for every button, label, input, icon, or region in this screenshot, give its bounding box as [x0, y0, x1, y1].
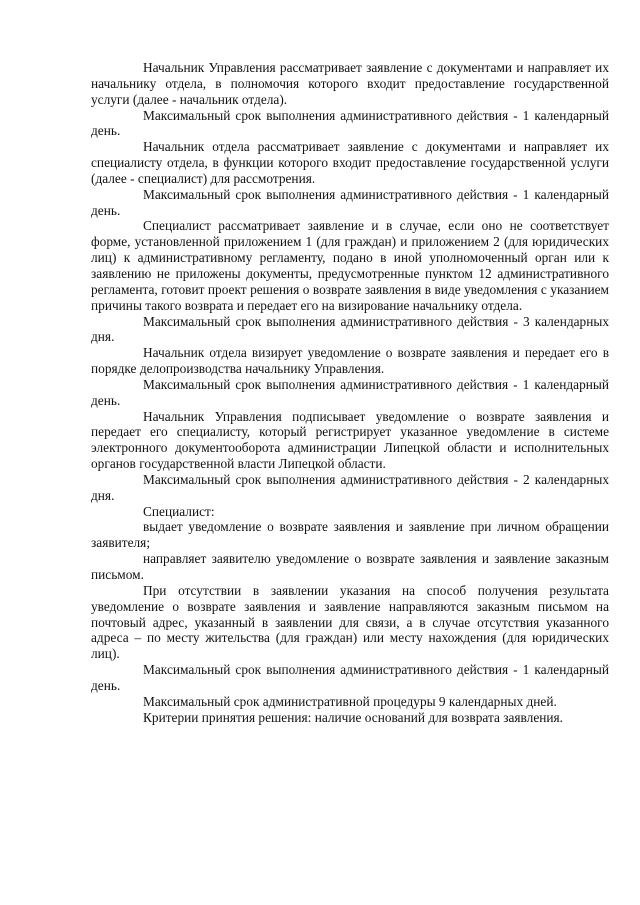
paragraph: Максимальный срок выполнения административного действия - 1 календарный день. [91, 376, 609, 408]
paragraph: Максимальный срок выполнения административного действия - 1 календарный день. [91, 662, 609, 693]
paragraph: Максимальный срок административной процедуры 9 календарных дней. [143, 693, 557, 709]
paragraph: выдает уведомление о возврате заявления и заявление при личном обращении заявителя; [91, 519, 609, 551]
paragraph: Максимальный срок выполнения административного действия - 2 календарных дня. [91, 471, 609, 503]
paragraph: При отсутствии в заявлении указания на способ получения результата уведомление о возврате заявления и заявление направляются заказным письмом на почтовый адрес, указанный в заявлении для связи, а в случае отсутствия указанного адреса – по месту жительства (для граждан) или месту нахождения (для юридических лиц). [91, 582, 609, 662]
paragraph: Начальник отдела визирует уведомление о возврате заявления и передает его в порядке делопроизводства начальнику Управления. [91, 345, 609, 377]
paragraph: Критерии принятия решения: наличие оснований для возврата заявления. [143, 709, 563, 725]
paragraph: Специалист рассматривает заявление и в случае, если оно не соответствует форме, установленной приложением 1 (для граждан) и приложением 2 (для юридических лиц) к административному регламенту, подано в иной уполномоченный орган или к заявлению не приложены документы, предусмотренные пунктом 12 административного регламента, готовит проект решения о возврате заявления в виде уведомления с указанием причины такого возврата и передает его на визирование начальнику отдела. [91, 218, 609, 313]
paragraph: Начальник отдела рассматривает заявление с документами и направляет их специалисту отдела, в функции которого входит предоставление государственной услуги (далее - специалист) для рассмотрения. [91, 139, 609, 186]
paragraph: Максимальный срок выполнения административного действия - 3 календарных дня. [91, 313, 609, 345]
paragraph: Начальник Управления подписывает уведомление о возврате заявления и передает его специалисту, который регистрирует указанное уведомление в системе электронного документооборота администрации Липецкой области и исполнительных органов государственной власти Липецкой области. [91, 408, 609, 472]
document-body [91, 60, 609, 725]
paragraph: направляет заявителю уведомление о возврате заявления и заявление заказным письмом. [91, 551, 609, 582]
paragraph: Максимальный срок выполнения административного действия - 1 календарный день. [91, 186, 609, 218]
paragraph: Начальник Управления рассматривает заявление с документами и направляет их начальнику отдела, в полномочия которого входит предоставление государственной услуги (далее - начальник отдела). [91, 60, 609, 107]
paragraph: Специалист: [143, 503, 215, 519]
paragraph: Максимальный срок выполнения административного действия - 1 календарный день. [91, 107, 609, 139]
